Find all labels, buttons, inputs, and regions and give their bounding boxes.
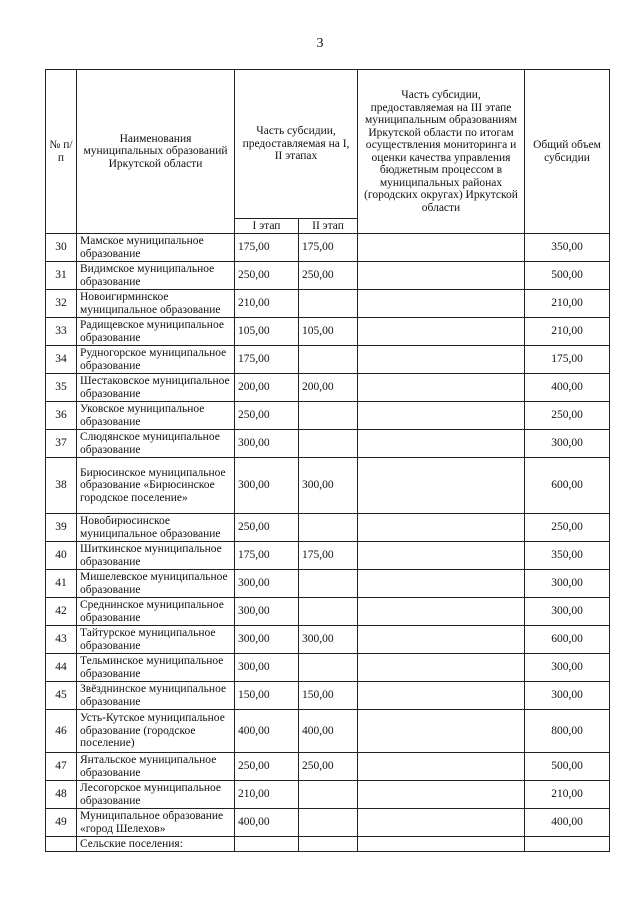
stage-3-value bbox=[358, 682, 525, 710]
stage-1-value: 300,00 bbox=[235, 626, 299, 654]
total-value: 800,00 bbox=[525, 710, 610, 753]
subsidy-table bbox=[45, 69, 610, 852]
table-body bbox=[46, 234, 610, 852]
header-number: № п/п bbox=[46, 70, 77, 234]
stage-1-value: 105,00 bbox=[235, 318, 299, 346]
municipality-name: Радищевское муниципальное образование bbox=[77, 318, 235, 346]
stage-2-value bbox=[299, 346, 358, 374]
stage-2-value bbox=[299, 837, 358, 852]
total-value: 250,00 bbox=[525, 402, 610, 430]
table-row bbox=[46, 514, 610, 542]
stage-3-value bbox=[358, 430, 525, 458]
stage-2-value bbox=[299, 430, 358, 458]
row-number: 49 bbox=[46, 809, 77, 837]
header-part-stage-3: Часть субсидии, предоставляемая на III этапе муниципальным образованиям Иркутской области по итогам осуществления мониторинга и оценки качества управления бюджетным процессом в муниципальных районах (городских округах) Иркутской области bbox=[358, 70, 525, 234]
stage-3-value bbox=[358, 598, 525, 626]
municipality-name: Муниципальное образование «город Шелехов» bbox=[77, 809, 235, 837]
row-number: 43 bbox=[46, 626, 77, 654]
row-number: 46 bbox=[46, 710, 77, 753]
header-total: Общий объем субсидии bbox=[525, 70, 610, 234]
municipality-name: Янтальское муниципальное образование bbox=[77, 753, 235, 781]
stage-3-value bbox=[358, 402, 525, 430]
stage-1-value: 175,00 bbox=[235, 542, 299, 570]
stage-1-value: 210,00 bbox=[235, 290, 299, 318]
row-number: 33 bbox=[46, 318, 77, 346]
row-number: 47 bbox=[46, 753, 77, 781]
municipality-name: Шестаковское муниципальное образование bbox=[77, 374, 235, 402]
municipality-name: Сельские поселения: bbox=[77, 837, 235, 852]
stage-3-value bbox=[358, 262, 525, 290]
table-row bbox=[46, 570, 610, 598]
total-value: 400,00 bbox=[525, 374, 610, 402]
stage-3-value bbox=[358, 346, 525, 374]
stage-2-value bbox=[299, 781, 358, 809]
header-name: Наименования муниципальных образований Иркутской области bbox=[77, 70, 235, 234]
municipality-name: Новобирюсинское муниципальное образование bbox=[77, 514, 235, 542]
municipality-name: Звёзднинское муниципальное образование bbox=[77, 682, 235, 710]
stage-1-value: 210,00 bbox=[235, 781, 299, 809]
total-value: 500,00 bbox=[525, 262, 610, 290]
stage-2-value: 250,00 bbox=[299, 262, 358, 290]
row-number: 38 bbox=[46, 458, 77, 514]
row-number: 41 bbox=[46, 570, 77, 598]
stage-1-value: 250,00 bbox=[235, 514, 299, 542]
row-number: 37 bbox=[46, 430, 77, 458]
table-row bbox=[46, 318, 610, 346]
stage-2-value bbox=[299, 290, 358, 318]
stage-2-value: 175,00 bbox=[299, 542, 358, 570]
stage-2-value: 175,00 bbox=[299, 234, 358, 262]
stage-1-value: 250,00 bbox=[235, 262, 299, 290]
stage-1-value: 300,00 bbox=[235, 598, 299, 626]
total-value: 250,00 bbox=[525, 514, 610, 542]
municipality-name: Бирюсинское муниципальное образование «Бирюсинское городское поселение» bbox=[77, 458, 235, 514]
table-row bbox=[46, 542, 610, 570]
stage-2-value bbox=[299, 570, 358, 598]
row-number: 30 bbox=[46, 234, 77, 262]
stage-3-value bbox=[358, 318, 525, 346]
stage-2-value: 200,00 bbox=[299, 374, 358, 402]
row-number bbox=[46, 837, 77, 852]
stage-1-value: 150,00 bbox=[235, 682, 299, 710]
municipality-name: Лесогорское муниципальное образование bbox=[77, 781, 235, 809]
stage-1-value: 400,00 bbox=[235, 809, 299, 837]
stage-3-value bbox=[358, 290, 525, 318]
row-number: 40 bbox=[46, 542, 77, 570]
total-value: 500,00 bbox=[525, 753, 610, 781]
stage-3-value bbox=[358, 753, 525, 781]
total-value: 300,00 bbox=[525, 430, 610, 458]
row-number: 34 bbox=[46, 346, 77, 374]
municipality-name: Мамское муниципальное образование bbox=[77, 234, 235, 262]
row-number: 48 bbox=[46, 781, 77, 809]
header-stage-1: I этап bbox=[235, 219, 299, 234]
table-row bbox=[46, 654, 610, 682]
row-number: 44 bbox=[46, 654, 77, 682]
table-row bbox=[46, 781, 610, 809]
total-value: 210,00 bbox=[525, 290, 610, 318]
total-value: 210,00 bbox=[525, 781, 610, 809]
municipality-name: Усть-Кутское муниципальное образование (городское поселение) bbox=[77, 710, 235, 753]
stage-1-value: 200,00 bbox=[235, 374, 299, 402]
stage-2-value bbox=[299, 402, 358, 430]
table-row bbox=[46, 290, 610, 318]
table-row bbox=[46, 598, 610, 626]
stage-3-value bbox=[358, 781, 525, 809]
row-number: 45 bbox=[46, 682, 77, 710]
stage-1-value: 175,00 bbox=[235, 346, 299, 374]
municipality-name: Новоигирминское муниципальное образование bbox=[77, 290, 235, 318]
table-row bbox=[46, 837, 610, 852]
stage-3-value bbox=[358, 458, 525, 514]
stage-2-value bbox=[299, 598, 358, 626]
stage-1-value: 300,00 bbox=[235, 430, 299, 458]
table-row bbox=[46, 402, 610, 430]
stage-2-value: 300,00 bbox=[299, 626, 358, 654]
stage-2-value bbox=[299, 514, 358, 542]
stage-1-value: 175,00 bbox=[235, 234, 299, 262]
municipality-name: Тельминское муниципальное образование bbox=[77, 654, 235, 682]
total-value: 300,00 bbox=[525, 682, 610, 710]
stage-3-value bbox=[358, 234, 525, 262]
table-row bbox=[46, 262, 610, 290]
table-row bbox=[46, 430, 610, 458]
row-number: 32 bbox=[46, 290, 77, 318]
stage-2-value bbox=[299, 809, 358, 837]
stage-2-value: 250,00 bbox=[299, 753, 358, 781]
total-value bbox=[525, 837, 610, 852]
stage-1-value: 250,00 bbox=[235, 402, 299, 430]
stage-1-value bbox=[235, 837, 299, 852]
stage-2-value: 300,00 bbox=[299, 458, 358, 514]
stage-3-value bbox=[358, 710, 525, 753]
stage-1-value: 300,00 bbox=[235, 458, 299, 514]
stage-3-value bbox=[358, 809, 525, 837]
municipality-name: Шиткинское муниципальное образование bbox=[77, 542, 235, 570]
stage-3-value bbox=[358, 626, 525, 654]
table-row bbox=[46, 234, 610, 262]
total-value: 300,00 bbox=[525, 654, 610, 682]
row-number: 35 bbox=[46, 374, 77, 402]
stage-2-value bbox=[299, 654, 358, 682]
total-value: 400,00 bbox=[525, 809, 610, 837]
municipality-name: Уковское муниципальное образование bbox=[77, 402, 235, 430]
header-stage-2: II этап bbox=[299, 219, 358, 234]
municipality-name: Слюдянское муниципальное образование bbox=[77, 430, 235, 458]
table-row bbox=[46, 682, 610, 710]
row-number: 36 bbox=[46, 402, 77, 430]
table-row bbox=[46, 809, 610, 837]
stage-1-value: 300,00 bbox=[235, 654, 299, 682]
stage-3-value bbox=[358, 654, 525, 682]
row-number: 42 bbox=[46, 598, 77, 626]
table-row bbox=[46, 374, 610, 402]
stage-2-value: 105,00 bbox=[299, 318, 358, 346]
stage-1-value: 400,00 bbox=[235, 710, 299, 753]
stage-3-value bbox=[358, 374, 525, 402]
municipality-name: Мишелевское муниципальное образование bbox=[77, 570, 235, 598]
table-row bbox=[46, 626, 610, 654]
stage-3-value bbox=[358, 514, 525, 542]
stage-2-value: 150,00 bbox=[299, 682, 358, 710]
table-row bbox=[46, 710, 610, 753]
total-value: 210,00 bbox=[525, 318, 610, 346]
total-value: 300,00 bbox=[525, 570, 610, 598]
stage-1-value: 250,00 bbox=[235, 753, 299, 781]
table-row bbox=[46, 346, 610, 374]
total-value: 600,00 bbox=[525, 626, 610, 654]
municipality-name: Рудногорское муниципальное образование bbox=[77, 346, 235, 374]
row-number: 31 bbox=[46, 262, 77, 290]
stage-3-value bbox=[358, 837, 525, 852]
total-value: 350,00 bbox=[525, 542, 610, 570]
row-number: 39 bbox=[46, 514, 77, 542]
municipality-name: Тайтурское муниципальное образование bbox=[77, 626, 235, 654]
table-row bbox=[46, 753, 610, 781]
stage-3-value bbox=[358, 570, 525, 598]
stage-2-value: 400,00 bbox=[299, 710, 358, 753]
municipality-name: Среднинское муниципальное образование bbox=[77, 598, 235, 626]
header-part-stages-1-2: Часть субсидии, предоставляемая на I, II этапах bbox=[235, 70, 358, 219]
total-value: 300,00 bbox=[525, 598, 610, 626]
stage-3-value bbox=[358, 542, 525, 570]
municipality-name: Видимское муниципальное образование bbox=[77, 262, 235, 290]
stage-1-value: 300,00 bbox=[235, 570, 299, 598]
total-value: 600,00 bbox=[525, 458, 610, 514]
page-number: 3 bbox=[316, 36, 324, 51]
total-value: 350,00 bbox=[525, 234, 610, 262]
total-value: 175,00 bbox=[525, 346, 610, 374]
table-row bbox=[46, 458, 610, 514]
